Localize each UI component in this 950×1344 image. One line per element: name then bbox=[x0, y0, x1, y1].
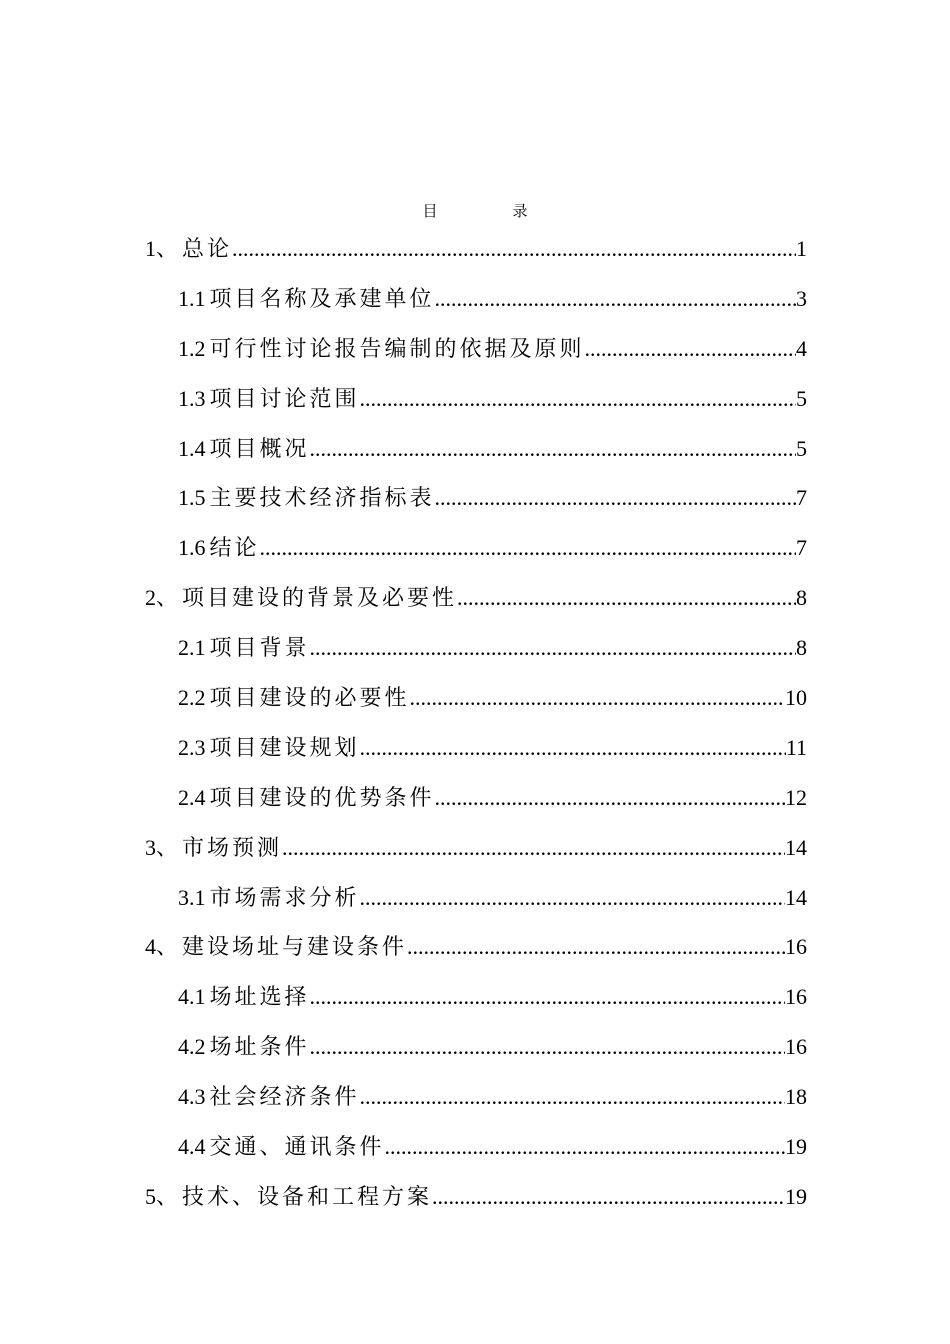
toc-entry-number: 3.1 bbox=[178, 884, 206, 910]
toc-entry[interactable] bbox=[145, 374, 807, 424]
toc-entry[interactable] bbox=[145, 274, 807, 324]
toc-entry-label bbox=[178, 723, 360, 774]
toc-page-number: 16 bbox=[785, 984, 807, 1010]
toc-entry[interactable] bbox=[145, 1122, 807, 1172]
toc-page-number: 18 bbox=[785, 1084, 807, 1110]
toc-entry-text: 项目建设规划 bbox=[209, 735, 360, 761]
toc-entry[interactable] bbox=[145, 873, 807, 923]
toc-entry-label bbox=[145, 823, 282, 874]
toc-dot-leader bbox=[435, 773, 785, 823]
toc-page-number: 8 bbox=[796, 585, 807, 611]
toc-entry-number: 2.3 bbox=[178, 734, 206, 760]
toc-entry-label bbox=[178, 873, 360, 924]
toc-entry[interactable] bbox=[145, 224, 807, 274]
toc-entry-text: 交通、通讯条件 bbox=[209, 1135, 385, 1161]
toc-entry-number: 2、 bbox=[145, 585, 179, 611]
toc-entry[interactable] bbox=[145, 673, 807, 723]
toc-entry-label bbox=[178, 773, 435, 824]
toc-entry-text: 主要技术经济指标表 bbox=[209, 486, 435, 512]
toc-entry[interactable] bbox=[145, 1022, 807, 1072]
toc-page-number: 14 bbox=[785, 884, 807, 910]
toc-page-number: 5 bbox=[796, 435, 807, 461]
toc-dot-leader bbox=[435, 274, 796, 324]
toc-dot-leader bbox=[360, 723, 786, 773]
toc-entry-number: 1.5 bbox=[178, 485, 206, 511]
toc-entry-label bbox=[178, 424, 310, 475]
toc-entry-label bbox=[178, 623, 310, 674]
toc-entry[interactable] bbox=[145, 424, 807, 474]
toc-entry-number: 1.3 bbox=[178, 385, 206, 411]
toc-page-number: 19 bbox=[785, 1134, 807, 1160]
toc-entry[interactable] bbox=[145, 922, 807, 972]
toc-page-number: 4 bbox=[796, 335, 807, 361]
toc-entry-label bbox=[145, 573, 457, 624]
toc-entry[interactable] bbox=[145, 573, 807, 623]
toc-entry-number: 1.4 bbox=[178, 435, 206, 461]
toc-entry-text: 项目讨论范围 bbox=[209, 386, 360, 412]
toc-entry-label bbox=[145, 224, 232, 275]
toc-entry-label bbox=[178, 523, 260, 574]
toc-entry-text: 可行性讨论报告编制的依据及原则 bbox=[209, 336, 585, 362]
toc-entry-number: 2.2 bbox=[178, 685, 206, 711]
toc-entry-text: 项目概况 bbox=[209, 436, 310, 462]
toc-entry[interactable] bbox=[145, 523, 807, 573]
toc-entry-text: 社会经济条件 bbox=[209, 1085, 360, 1111]
toc-entry-text: 市场需求分析 bbox=[209, 885, 360, 911]
toc-entry-label bbox=[178, 1072, 360, 1123]
toc-entry-text: 结论 bbox=[209, 536, 260, 562]
toc-entry[interactable] bbox=[145, 1172, 807, 1222]
toc-dot-leader bbox=[232, 224, 796, 274]
toc-entry-label bbox=[178, 473, 435, 524]
toc-entry[interactable] bbox=[145, 823, 807, 873]
toc-entry-label bbox=[145, 1172, 432, 1223]
toc-entry[interactable] bbox=[145, 324, 807, 374]
toc-entry-label bbox=[178, 274, 435, 325]
toc-page-number: 11 bbox=[785, 734, 807, 760]
toc-entry-number: 2.1 bbox=[178, 635, 206, 661]
toc-page-number: 12 bbox=[785, 784, 807, 810]
toc-entry-text: 场址选择 bbox=[209, 985, 310, 1011]
toc-dot-leader bbox=[310, 623, 796, 673]
toc-dot-leader bbox=[360, 1072, 785, 1122]
toc-dot-leader bbox=[360, 873, 785, 923]
toc-entry-text: 项目建设的优势条件 bbox=[209, 785, 435, 811]
toc-entry-number: 4.2 bbox=[178, 1034, 206, 1060]
toc-dot-leader bbox=[260, 523, 796, 573]
toc-entry-label bbox=[145, 922, 407, 973]
toc-entry-number: 3、 bbox=[145, 834, 179, 860]
toc-dot-leader bbox=[435, 473, 796, 523]
toc-entry-label bbox=[178, 972, 310, 1023]
toc-entry[interactable] bbox=[145, 473, 807, 523]
toc-entry-text: 项目背景 bbox=[209, 636, 310, 662]
toc-dot-leader bbox=[310, 1022, 785, 1072]
toc-entry-text: 总论 bbox=[182, 237, 233, 262]
toc-entry-number: 4.4 bbox=[178, 1134, 206, 1160]
toc-dot-leader bbox=[282, 823, 785, 873]
toc-entry-number: 1.6 bbox=[178, 535, 206, 561]
toc-entry[interactable] bbox=[145, 972, 807, 1022]
toc-page-number: 5 bbox=[796, 385, 807, 411]
toc-dot-leader bbox=[585, 324, 796, 374]
toc-entry-text: 场址条件 bbox=[209, 1035, 310, 1061]
toc-dot-leader bbox=[407, 922, 785, 972]
toc-entry-number: 2.4 bbox=[178, 784, 206, 810]
toc-dot-leader bbox=[310, 972, 785, 1022]
toc-dot-leader bbox=[310, 424, 796, 474]
toc-dot-leader bbox=[385, 1122, 785, 1172]
toc-page-number: 16 bbox=[785, 934, 807, 960]
toc-title: 目 录 bbox=[422, 202, 558, 220]
toc-entry[interactable] bbox=[145, 623, 807, 673]
toc-entry-label bbox=[178, 1122, 385, 1173]
toc-entry-number: 4.1 bbox=[178, 984, 206, 1010]
toc-page-number: 19 bbox=[785, 1183, 807, 1209]
toc-page-number: 14 bbox=[785, 834, 807, 860]
toc-entry-text: 建设场址与建设条件 bbox=[182, 935, 408, 961]
toc-dot-leader bbox=[432, 1172, 785, 1222]
toc-page-number: 1 bbox=[796, 236, 807, 261]
toc-entry-number: 1.1 bbox=[178, 285, 206, 311]
toc-dot-leader bbox=[360, 374, 796, 424]
toc-entry-text: 市场预测 bbox=[182, 835, 283, 861]
toc-entry-number: 1、 bbox=[145, 236, 179, 261]
toc-entry-number: 4.3 bbox=[178, 1084, 206, 1110]
toc-entry-text: 项目建设的背景及必要性 bbox=[182, 586, 458, 612]
toc-entry-number: 5、 bbox=[145, 1183, 179, 1209]
toc-entry-label bbox=[178, 324, 585, 375]
toc-page-number: 8 bbox=[796, 635, 807, 661]
toc-entry-number: 1.2 bbox=[178, 335, 206, 361]
toc-entry-number: 4、 bbox=[145, 934, 179, 960]
toc-dot-leader bbox=[457, 573, 796, 623]
toc-entry-text: 项目名称及承建单位 bbox=[209, 286, 435, 312]
toc-page-number: 7 bbox=[796, 485, 807, 511]
toc-entry[interactable] bbox=[145, 1072, 807, 1122]
toc-entry[interactable] bbox=[145, 773, 807, 823]
toc-dot-leader bbox=[410, 673, 785, 723]
toc-entry-text: 技术、设备和工程方案 bbox=[182, 1184, 433, 1210]
toc-page-number: 10 bbox=[785, 685, 807, 711]
toc-entry-label bbox=[178, 1022, 310, 1073]
toc-list bbox=[145, 224, 807, 1222]
toc-page-number: 16 bbox=[785, 1034, 807, 1060]
toc-entry-label bbox=[178, 673, 410, 724]
toc-entry-label bbox=[178, 374, 360, 425]
toc-entry-text: 项目建设的必要性 bbox=[209, 686, 410, 712]
toc-page-number: 7 bbox=[796, 535, 807, 561]
toc-page-number: 3 bbox=[796, 285, 807, 311]
toc-entry[interactable] bbox=[145, 723, 807, 773]
